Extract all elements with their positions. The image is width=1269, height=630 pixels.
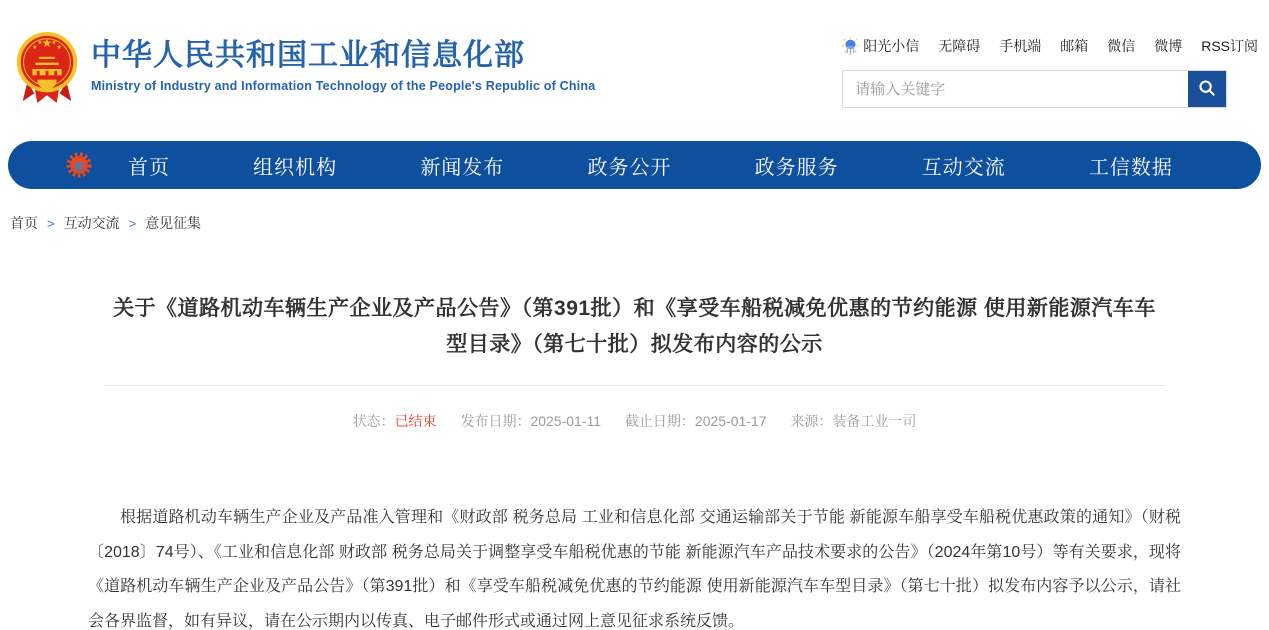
search-icon (1196, 77, 1218, 102)
header-right (842, 36, 1258, 108)
breadcrumb-current: 意见征集 (145, 215, 202, 231)
article (0, 291, 1269, 630)
nav-item-home[interactable]: 首页 (128, 156, 170, 179)
main-nav (8, 141, 1261, 189)
quick-link-mobile[interactable]: 手机端 (999, 38, 1042, 54)
breadcrumb-separator: > (47, 215, 55, 231)
breadcrumb-home[interactable]: 首页 (10, 215, 38, 231)
svg-text:e: e (74, 156, 84, 176)
article-meta (0, 411, 1269, 431)
search-button[interactable] (1188, 71, 1226, 107)
quick-link-label: 阳光小信 (863, 38, 920, 54)
nav-item-interaction[interactable]: 互动交流 (921, 156, 1006, 179)
breadcrumb (10, 213, 1269, 233)
status-badge: 已结束 (394, 413, 437, 429)
quick-link-wechat[interactable]: 微信 (1107, 38, 1136, 54)
search-box (842, 70, 1227, 108)
quick-links (842, 36, 1258, 56)
quick-link-rss[interactable]: RSS订阅 (1201, 38, 1258, 54)
meta-deadline-date: 截止日期：2025-01-17 (624, 413, 767, 429)
article-body: 根据道路机动车辆生产企业及产品准入管理和《财政部 税务总局 工业和信息化部 交通运输部关于节能 新能源车船享受车船税优惠政策的通知》（财税〔2018〕74号）、《工业和信息化部 财政部 税务总局关于调整享受车船税优惠的节能 新能源汽车产品技术要求的公告》（2024年第10号）等有关要求，现将《道路机动车辆生产企业及产品公告》（第391批）和《享受车船税减免优惠的节约能源 使用新能源汽车车型目录》（第七十批）拟发布内容予以公示，请社会各界监督，如有异议，请在公示期内以传真、电子邮件形式或通过网上意见征求系统反馈。 (88, 509, 1181, 630)
national-emblem-icon (14, 31, 80, 105)
site-brand (14, 31, 595, 105)
ministry-name-en: Ministry of Industry and Information Technology of the People's Republic of China (91, 79, 596, 93)
site-header (0, 0, 1269, 141)
article-title: 关于《道路机动车辆生产企业及产品公告》（第391批）和《享受车船税减免优惠的节约能源 使用新能源汽车车型目录》（第七十批）拟发布内容的公示 (113, 297, 1156, 356)
ministry-name-cn: 中华人民共和国工业和信息化部 (91, 39, 525, 72)
quick-link-sunshine-xiaoxin[interactable] (842, 36, 919, 56)
nav-item-gov-disclosure[interactable]: 政务公开 (587, 156, 672, 179)
title-divider (105, 385, 1165, 386)
sunshine-mascot-icon (842, 37, 859, 56)
quick-link-weibo[interactable]: 微博 (1154, 38, 1183, 54)
meta-status: 状态：已结束 (352, 413, 437, 429)
nav-items (8, 151, 1261, 180)
nav-item-organization[interactable]: 组织机构 (253, 156, 338, 179)
meta-publish-date: 发布日期：2025-01-11 (460, 413, 602, 429)
search-input[interactable] (843, 71, 1188, 107)
quick-link-accessibility[interactable]: 无障碍 (938, 38, 981, 54)
meta-source: 来源：装备工业一司 (790, 413, 917, 429)
breadcrumb-interaction[interactable]: 互动交流 (63, 215, 120, 231)
breadcrumb-separator: > (128, 215, 137, 231)
nav-item-gov-services[interactable]: 政务服务 (754, 156, 839, 179)
nav-item-news[interactable]: 新闻发布 (420, 156, 505, 179)
miit-gear-logo-icon (65, 151, 93, 179)
quick-link-mail[interactable]: 邮箱 (1060, 38, 1089, 54)
nav-item-miit-data[interactable]: 工信数据 (1088, 156, 1173, 179)
